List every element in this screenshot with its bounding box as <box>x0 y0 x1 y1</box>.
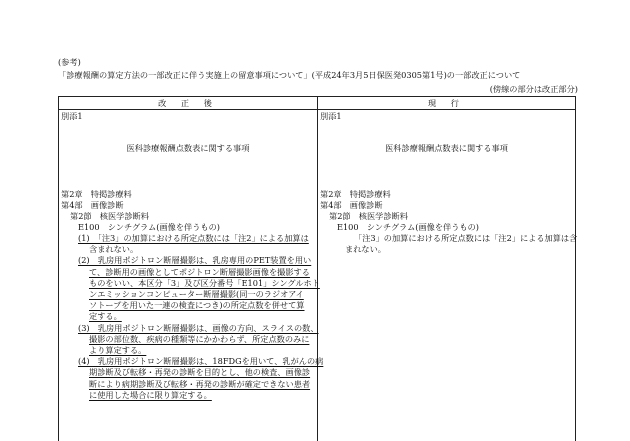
attachment-label: 別添1 <box>61 111 83 121</box>
current-column <box>318 97 578 441</box>
current-column-header: 現 行 <box>318 97 575 110</box>
paragraph-line: まれない。 <box>345 244 386 255</box>
paragraph-2-line: て、診断用の画像としてポジトロン断層撮影画像を撮影する <box>89 266 310 277</box>
current-column-body <box>318 110 578 441</box>
section-heading: 第2節 核医学診断料 <box>329 211 408 221</box>
chapter-heading: 第2章 特掲診療料 <box>320 189 391 199</box>
item-title: E100 シンチグラム(画像を伴うもの) <box>337 222 480 232</box>
paragraph-3-line: (3) 乳房用ポジトロン断層撮影は、画像の方向、スライスの数、 <box>78 322 319 333</box>
section-heading: 第2節 核医学診断料 <box>70 211 149 221</box>
paragraph-2-line: (2) 乳房用ポジトロン断層撮影は、乳房専用のPET装置を用い <box>78 255 312 266</box>
paragraph-line: 「注3」の加算における所定点数には「注2」による加算は含 <box>354 233 578 243</box>
paragraph-2-line: ンエミッションコンピューター断層撮影(同一のラジオアイ <box>89 289 304 299</box>
paragraph-3-line: 撮影の部位数、疾病の種類等にかかわらず、所定点数のみに <box>89 333 310 344</box>
paragraph-1-line: 含まれない。 <box>89 244 139 255</box>
part-heading: 第4部 画像診断 <box>61 200 124 210</box>
attachment-label: 別添1 <box>320 111 342 121</box>
revised-column-header: 改 正 後 <box>59 97 317 110</box>
paragraph-4-line: に使用した場合に限り算定する。 <box>89 389 212 400</box>
section-title: 医科診療報酬点数表に関する事項 <box>126 143 250 153</box>
paragraph-4-line: (4) 乳房用ポジトロン断層撮影は、18FDGを用いて、乳がんの病 <box>78 356 324 367</box>
paragraph-2-line: 定する。 <box>89 311 122 322</box>
paragraph-2-line: ソトープを用いた一連の検査につき)の所定点数を併せて算 <box>89 300 305 311</box>
revised-column-body <box>59 110 324 441</box>
reference-label: (参考) <box>58 57 81 67</box>
paragraph-4-line: 断により病期診断及び転移・再発の診断が確定できない患者 <box>89 378 311 389</box>
underline-note: (傍線の部分は改正部分) <box>489 84 578 94</box>
part-heading: 第4部 画像診断 <box>320 200 383 210</box>
section-title: 医科診療報酬点数表に関する事項 <box>385 143 508 153</box>
paragraph-3-line: より算定する。 <box>89 345 147 355</box>
paragraph-4-line: 期診断及び転移・再発の診断を目的とし、他の検査、画像診 <box>89 367 311 378</box>
item-title: E100 シンチグラム(画像を伴うもの) <box>78 222 221 232</box>
document-title: 「診療報酬の算定方法の一部改正に伴う実施上の留意事項について」(平成24年3月5日保医発0305第1号)の一部改正について <box>58 70 521 80</box>
paragraph-1-line: (1) 「注3」の加算における所定点数には「注2」による加算は <box>78 233 309 243</box>
comparison-table <box>58 96 576 441</box>
chapter-heading: 第2章 特掲診療料 <box>61 189 132 199</box>
revised-column <box>59 97 324 441</box>
paragraph-2-line: ものをいい、本区分「3」及び区分番号「E101」シングルホト <box>89 277 320 288</box>
